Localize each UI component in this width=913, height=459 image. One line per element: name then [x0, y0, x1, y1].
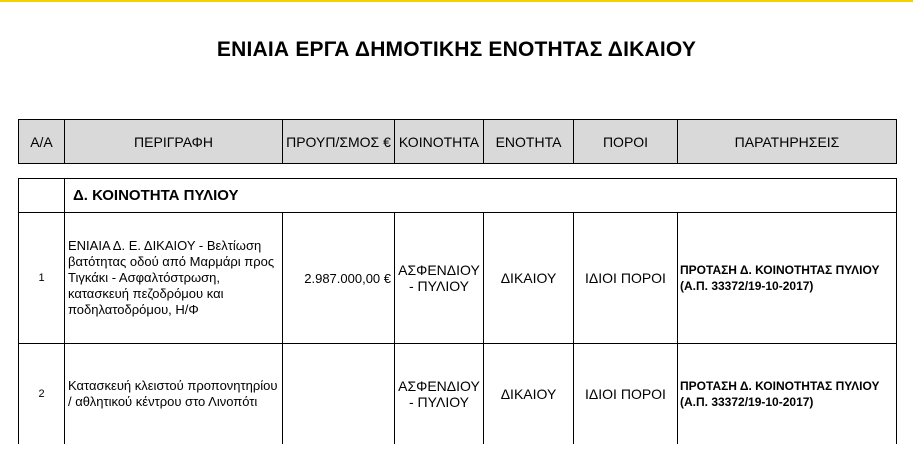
header-community[interactable]: ΚΟΙΝΟΤΗΤΑ [395, 120, 484, 164]
row-resources[interactable]: ΙΔΙΟΙ ΠΟΡΟΙ [574, 344, 678, 445]
top-border-line [0, 0, 913, 2]
header-aa[interactable]: Α/Α [19, 120, 65, 164]
row-notes[interactable]: ΠΡΟΤΑΣΗ Δ. ΚΟΙΝΟΤΗΤΑΣ ΠΥΛΙΟΥ (Α.Π. 33372/19-10-2017) [678, 213, 897, 344]
section-row [19, 179, 897, 213]
row-unit[interactable]: ΔΙΚΑΙΟΥ [484, 213, 574, 344]
row-budget[interactable]: 2.987.000,00 € [283, 213, 395, 344]
section-label[interactable]: Δ. ΚΟΙΝΟΤΗΤΑ ΠΥΛΙΟΥ [65, 179, 897, 213]
header-unit[interactable]: ΕΝΟΤΗΤΑ [484, 120, 574, 164]
table-row [19, 213, 897, 344]
section-aa-cell[interactable] [19, 179, 65, 213]
row-budget[interactable] [283, 344, 395, 445]
row-unit[interactable]: ΔΙΚΑΙΟΥ [484, 344, 574, 445]
row-notes[interactable]: ΠΡΟΤΑΣΗ Δ. ΚΟΙΝΟΤΗΤΑΣ ΠΥΛΙΟΥ (Α.Π. 33372/19-10-2017) [678, 344, 897, 445]
data-table [18, 178, 897, 444]
row-resources[interactable]: ΙΔΙΟΙ ΠΟΡΟΙ [574, 213, 678, 344]
page-title: ΕΝΙΑΙΑ ΕΡΓΑ ΔΗΜΟΤΙΚΗΣ ΕΝΟΤΗΤΑΣ ΔΙΚΑΙΟΥ [216, 38, 697, 61]
row-community[interactable]: ΑΣΦΕΝΔΙΟΥ - ΠΥΛΙΟΥ [395, 344, 484, 445]
header-description[interactable]: ΠΕΡΙΓΡΑΦΗ [65, 120, 283, 164]
row-community[interactable]: ΑΣΦΕΝΔΙΟΥ - ΠΥΛΙΟΥ [395, 213, 484, 344]
row-description[interactable]: Κατασκευή κλειστού προπονητηρίου / αθλητικού κέντρου στο Λινοπότι [65, 344, 283, 445]
header-notes[interactable]: ΠΑΡΑΤΗΡΗΣΕΙΣ [678, 120, 897, 164]
header-row [19, 120, 897, 164]
row-description[interactable]: ΕΝΙΑΙΑ Δ. Ε. ΔΙΚΑΙΟΥ - Βελτίωση βατότητας οδού από Μαρμάρι προς Τιγκάκι - Ασφαλτόστρωση, κατασκευή πεζοδρόμου και ποδηλατοδρόμου, Η/Φ [65, 213, 283, 344]
header-resources[interactable]: ΠΟΡΟΙ [574, 120, 678, 164]
row-number[interactable]: 2 [19, 344, 65, 445]
header-table [18, 119, 897, 164]
header-budget[interactable]: ΠΡΟΥΠ/ΣΜΟΣ € [283, 120, 395, 164]
table-row [19, 344, 897, 445]
row-number[interactable]: 1 [19, 213, 65, 344]
